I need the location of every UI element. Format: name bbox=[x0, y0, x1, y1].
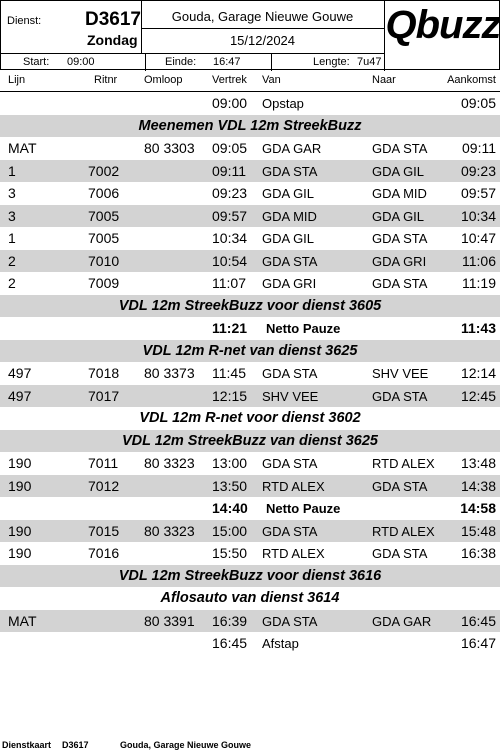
cell-lijn: 190 bbox=[8, 477, 32, 494]
start-time: 09:00 bbox=[67, 56, 95, 68]
cell-van: GDA GIL bbox=[262, 186, 315, 201]
cell-omloop: 80 3303 bbox=[144, 140, 195, 156]
cell-van: GDA MID bbox=[262, 208, 317, 224]
cell-aankomst: 13:48 bbox=[460, 455, 496, 471]
section-title: Meenemen VDL 12m StreekBuzz bbox=[138, 117, 362, 134]
cell-vertrek: 09:05 bbox=[212, 140, 248, 156]
column-header-row bbox=[0, 72, 500, 92]
cell-ritnr: 7012 bbox=[88, 477, 120, 494]
cell-ritnr: 7011 bbox=[88, 455, 119, 471]
cell-van: GDA STA bbox=[262, 366, 318, 381]
cell-vertrek: 09:00 bbox=[212, 95, 248, 111]
trip-list bbox=[0, 92, 500, 655]
cell-van: GDA STA bbox=[262, 456, 318, 471]
trip-row bbox=[0, 250, 500, 273]
length-label: Lengte: bbox=[313, 56, 350, 68]
cell-vertrek: 10:34 bbox=[212, 230, 248, 246]
cell-aankomst: 16:47 bbox=[460, 635, 496, 651]
cell-lijn: 497 bbox=[8, 365, 32, 381]
cell-naar: RTD ALEX bbox=[372, 523, 435, 539]
section-title-row bbox=[0, 430, 500, 453]
cell-aankomst: 09:23 bbox=[460, 162, 496, 179]
cell-omloop: 80 3323 bbox=[144, 455, 195, 471]
cell-ritnr: 7009 bbox=[88, 275, 120, 291]
cell-vertrek: 11:45 bbox=[212, 365, 246, 381]
cell-van: GDA GIL bbox=[262, 231, 315, 246]
cell-naar: GDA MID bbox=[372, 186, 427, 201]
cell-van: GDA STA bbox=[262, 253, 318, 269]
cell-vertrek: 11:07 bbox=[212, 275, 246, 291]
cell-vertrek: 15:00 bbox=[212, 522, 248, 539]
trip-row bbox=[0, 632, 500, 655]
cell-lijn: 2 bbox=[8, 252, 16, 269]
cell-lijn: 1 bbox=[8, 162, 16, 179]
footer-label: Dienstkaart bbox=[2, 740, 52, 750]
cell-ritnr: 7018 bbox=[88, 365, 120, 381]
garage-name: Gouda, Garage Nieuwe Gouwe bbox=[171, 9, 354, 24]
cell-lijn: 3 bbox=[8, 185, 16, 201]
trip-row bbox=[0, 160, 500, 183]
cell-van: GDA STA bbox=[262, 523, 318, 539]
cell-naar: GDA GAR bbox=[372, 613, 432, 629]
cell-naar: GDA STA bbox=[372, 546, 428, 561]
cell-van: GDA STA bbox=[262, 613, 318, 629]
dienst-label: Dienst: bbox=[7, 15, 42, 27]
trip-row bbox=[0, 362, 500, 385]
cell-naar: SHV VEE bbox=[372, 366, 429, 381]
section-title: VDL 12m StreekBuzz voor dienst 3605 bbox=[118, 297, 382, 314]
column-header-vertrek: Vertrek bbox=[212, 74, 247, 86]
cell-aankomst: 15:48 bbox=[460, 522, 496, 539]
trip-row bbox=[0, 272, 500, 295]
trip-row bbox=[0, 137, 500, 160]
footer-dienst: D3617 bbox=[62, 740, 89, 750]
day-label: Zondag bbox=[87, 32, 138, 48]
cell-lijn: 3 bbox=[8, 207, 16, 224]
cell-aankomst: 10:47 bbox=[460, 230, 496, 246]
cell-aankomst: 09:05 bbox=[460, 95, 496, 111]
section-title-row bbox=[0, 565, 500, 588]
section-title: VDL 12m R-net voor dienst 3602 bbox=[139, 410, 361, 426]
cell-van: GDA STA bbox=[262, 163, 318, 179]
column-header-van: Van bbox=[262, 74, 281, 86]
section-title: VDL 12m R-net van dienst 3625 bbox=[142, 342, 358, 359]
cell-naar: GDA GIL bbox=[372, 163, 425, 179]
cell-van: Afstap bbox=[262, 636, 299, 651]
cell-vertrek: 09:11 bbox=[212, 162, 246, 179]
cell-lijn: 190 bbox=[8, 522, 32, 539]
dienst-number: D3617 bbox=[85, 9, 141, 30]
cell-naar: GDA STA bbox=[372, 231, 428, 246]
cell-lijn: 190 bbox=[8, 545, 32, 561]
end-time: 16:47 bbox=[213, 56, 241, 68]
start-label: Start: bbox=[23, 56, 50, 68]
divider bbox=[141, 28, 384, 29]
pause-row bbox=[0, 497, 500, 520]
pause-end: 11:43 bbox=[460, 320, 496, 336]
trip-row bbox=[0, 610, 500, 633]
section-title-row bbox=[0, 587, 500, 610]
trip-row bbox=[0, 92, 500, 115]
cell-lijn: MAT bbox=[8, 612, 37, 629]
pause-row bbox=[0, 317, 500, 340]
cell-vertrek: 10:54 bbox=[212, 252, 248, 269]
cell-omloop: 80 3373 bbox=[144, 365, 195, 381]
cell-aankomst: 09:57 bbox=[460, 185, 496, 201]
cell-aankomst: 16:38 bbox=[460, 545, 496, 561]
cell-vertrek: 12:15 bbox=[212, 387, 248, 404]
column-header-omloop: Omloop bbox=[144, 74, 183, 86]
cell-van: GDA GRI bbox=[262, 276, 317, 291]
cell-aankomst: 16:45 bbox=[460, 612, 496, 629]
cell-naar: RTD ALEX bbox=[372, 456, 435, 471]
trip-row bbox=[0, 452, 500, 475]
trip-row bbox=[0, 227, 500, 250]
cell-naar: GDA GRI bbox=[372, 253, 427, 269]
cell-aankomst: 12:45 bbox=[460, 387, 496, 404]
cell-aankomst: 11:06 bbox=[462, 252, 496, 269]
section-title-row bbox=[0, 295, 500, 318]
cell-ritnr: 7006 bbox=[88, 185, 120, 201]
cell-lijn: MAT bbox=[8, 140, 37, 156]
section-title: VDL 12m StreekBuzz voor dienst 3616 bbox=[118, 567, 382, 584]
cell-aankomst: 14:38 bbox=[460, 477, 496, 494]
cell-ritnr: 7002 bbox=[88, 162, 120, 179]
cell-naar: GDA STA bbox=[372, 276, 428, 291]
cell-omloop: 80 3323 bbox=[144, 522, 195, 539]
trip-row bbox=[0, 475, 500, 498]
cell-vertrek: 09:57 bbox=[212, 207, 248, 224]
column-header-naar: Naar bbox=[372, 74, 396, 86]
cell-vertrek: 13:50 bbox=[212, 477, 248, 494]
section-title-row bbox=[0, 340, 500, 363]
cell-ritnr: 7005 bbox=[88, 207, 120, 224]
cell-vertrek: 16:45 bbox=[212, 635, 248, 651]
cell-aankomst: 11:19 bbox=[462, 275, 496, 291]
pause-label: Netto Pauze bbox=[266, 501, 341, 516]
qbuzz-logo: Qbuzz bbox=[385, 3, 500, 47]
divider bbox=[145, 53, 146, 71]
cell-naar: GDA GIL bbox=[372, 208, 425, 224]
footer-garage: Gouda, Garage Nieuwe Gouwe bbox=[120, 740, 252, 750]
end-label: Einde: bbox=[165, 56, 197, 68]
divider bbox=[271, 53, 272, 71]
trip-row bbox=[0, 385, 500, 408]
cell-ritnr: 7016 bbox=[88, 545, 120, 561]
cell-lijn: 497 bbox=[8, 387, 32, 404]
cell-van: GDA GAR bbox=[262, 141, 322, 156]
cell-lijn: 1 bbox=[8, 230, 16, 246]
cell-vertrek: 09:23 bbox=[212, 185, 248, 201]
cell-lijn: 190 bbox=[8, 455, 32, 471]
cell-lijn: 2 bbox=[8, 275, 16, 291]
column-header-ritnr: Ritnr bbox=[94, 74, 118, 86]
trip-row bbox=[0, 182, 500, 205]
cell-aankomst: 12:14 bbox=[460, 365, 496, 381]
cell-van: Opstap bbox=[262, 96, 304, 111]
cell-vertrek: 13:00 bbox=[212, 455, 248, 471]
cell-van: SHV VEE bbox=[262, 388, 319, 404]
pause-end: 14:58 bbox=[460, 500, 496, 516]
pause-start: 14:40 bbox=[212, 500, 248, 516]
section-title: VDL 12m StreekBuzz van dienst 3625 bbox=[121, 432, 378, 449]
column-header-aankomst: Aankomst bbox=[447, 74, 496, 86]
section-title-row bbox=[0, 407, 500, 430]
trip-row bbox=[0, 520, 500, 543]
cell-aankomst: 10:34 bbox=[460, 207, 496, 224]
cell-naar: GDA STA bbox=[372, 478, 428, 494]
trip-row bbox=[0, 205, 500, 228]
cell-ritnr: 7005 bbox=[88, 230, 120, 246]
section-title: Aflosauto van dienst 3614 bbox=[160, 590, 340, 606]
cell-omloop: 80 3391 bbox=[144, 612, 195, 629]
cell-vertrek: 15:50 bbox=[212, 545, 248, 561]
cell-naar: GDA STA bbox=[372, 141, 428, 156]
column-header-lijn: Lijn bbox=[8, 74, 26, 86]
cell-ritnr: 7010 bbox=[88, 252, 120, 269]
trip-row bbox=[0, 542, 500, 565]
cell-naar: GDA STA bbox=[372, 388, 428, 404]
duty-header bbox=[0, 0, 500, 70]
cell-van: RTD ALEX bbox=[262, 546, 325, 561]
pause-label: Netto Pauze bbox=[266, 321, 341, 336]
cell-vertrek: 16:39 bbox=[212, 612, 248, 629]
cell-ritnr: 7017 bbox=[88, 387, 120, 404]
cell-ritnr: 7015 bbox=[88, 522, 120, 539]
cell-van: RTD ALEX bbox=[262, 478, 325, 494]
section-title-row bbox=[0, 115, 500, 138]
duty-length: 7u47 bbox=[357, 56, 382, 68]
service-date: 15/12/2024 bbox=[229, 33, 296, 48]
pause-start: 11:21 bbox=[212, 320, 248, 336]
cell-aankomst: 09:11 bbox=[462, 140, 496, 156]
